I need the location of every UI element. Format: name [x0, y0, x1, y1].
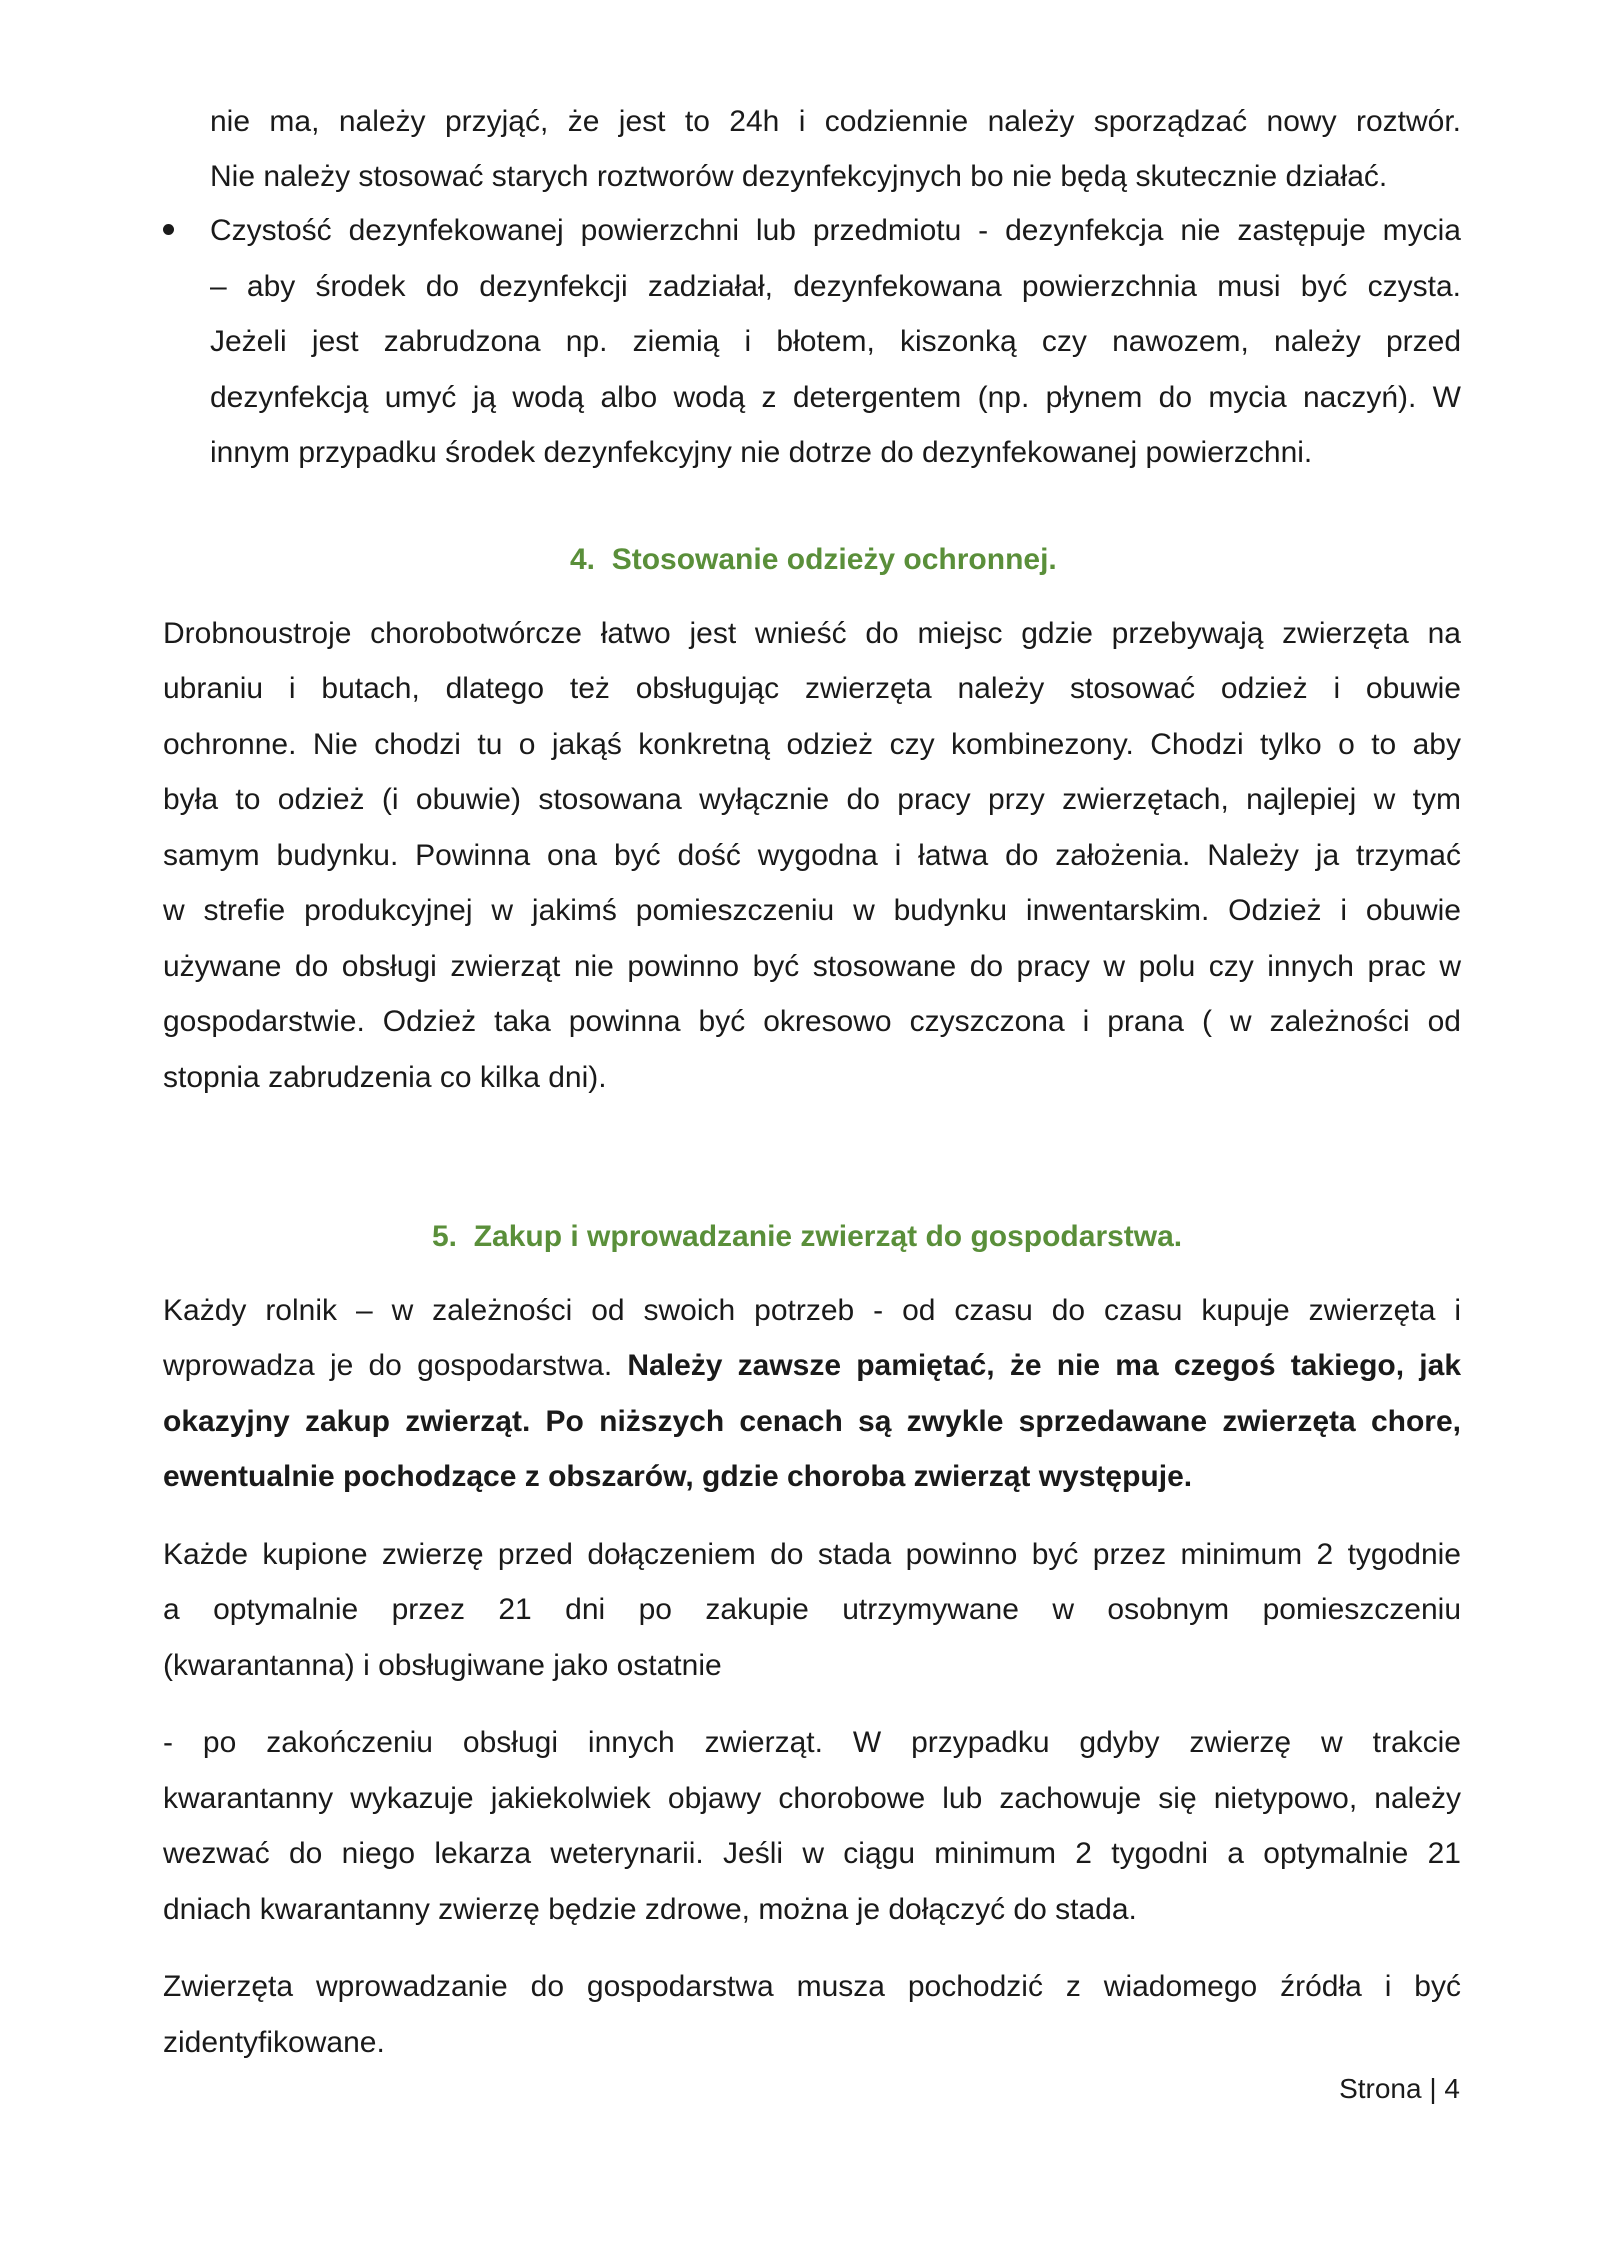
text-line: zidentyfikowane. — [163, 2026, 385, 2059]
text-line: Jeżeli jest zabrudzona np. ziemią i błotem, kiszonką czy nawozem, należy przed — [210, 325, 1461, 358]
text-line: Zwierzęta wprowadzanie do gospodarstwa musza pochodzić z wiadomego źródła i być — [163, 1970, 1461, 2003]
page-footer — [1300, 2073, 1460, 2105]
section-title: Zakup i wprowadzanie zwierząt do gospodarstwa. — [473, 1220, 1183, 1253]
text-line: a optymalnie przez 21 dni po zakupie utrzymywane w osobnym pomieszczeniu — [163, 1593, 1461, 1626]
emphasis-line: ewentualnie pochodzące z obszarów, gdzie choroba zwierząt występuje. — [163, 1460, 1193, 1493]
text-line: Nie należy stosować starych roztworów dezynfekcyjnych bo nie będą skutecznie działać. — [210, 160, 1388, 193]
footer-label: Strona — [1339, 2073, 1422, 2104]
text-line: nie ma, należy przyjąć, że jest to 24h i codziennie należy sporządzać nowy roztwór. — [210, 105, 1461, 138]
text-line: - po zakończeniu obsługi innych zwierząt. W przypadku gdyby zwierzę w trakcie — [163, 1726, 1461, 1759]
emphasis-text: Należy zawsze pamiętać, że nie ma czegoś takiego, jak — [627, 1349, 1461, 1382]
text-line: ochronne. Nie chodzi tu o jakąś konkretną odzież czy kombinezony. Chodzi tylko o to aby — [163, 728, 1461, 761]
text-line: w strefie produkcyjnej w jakimś pomieszczeniu w budynku inwentarskim. Odzież i obuwie — [163, 894, 1461, 927]
text-line: innym przypadku środek dezynfekcyjny nie dotrze do dezynfekowanej powierzchni. — [210, 436, 1313, 469]
text-line — [163, 1338, 1461, 1394]
text-line: dezynfekcją umyć ją wodą albo wodą z detergentem (np. płynem do mycia naczyń). W — [210, 381, 1461, 414]
text-line: Czystość dezynfekowanej powierzchni lub przedmiotu - dezynfekcja nie zastępuje mycia — [210, 214, 1461, 247]
text-line: dniach kwarantanny zwierzę będzie zdrowe, można je dołączyć do stada. — [163, 1893, 1137, 1926]
text-line: gospodarstwie. Odzież taka powinna być okresowo czyszczona i prana ( w zależności od — [163, 1005, 1461, 1038]
section-heading-5 — [432, 1217, 1182, 1257]
text-line: stopnia zabrudzenia co kilka dni). — [163, 1061, 607, 1094]
section-number: 5. — [432, 1220, 458, 1253]
text-line: Drobnoustroje chorobotwórcze łatwo jest wnieść do miejsc gdzie przebywają zwierzęta na — [163, 617, 1461, 650]
text-line: była to odzież (i obuwie) stosowana wyłącznie do pracy przy zwierzętach, najlepiej w tym — [163, 783, 1461, 816]
footer-separator: | — [1429, 2073, 1437, 2104]
text-line: wezwać do niego lekarza weterynarii. Jeśli w ciągu minimum 2 tygodni a optymalnie 21 — [163, 1837, 1461, 1870]
text-line: używane do obsługi zwierząt nie powinno być stosowane do pracy w polu czy innych prac w — [163, 950, 1461, 983]
section-title: Stosowanie odzieży ochronnej. — [611, 543, 1057, 576]
section-heading-4 — [570, 540, 1057, 580]
text-line: Każdy rolnik – w zależności od swoich potrzeb - od czasu do czasu kupuje zwierzęta i — [163, 1294, 1461, 1327]
text-line: Każde kupione zwierzę przed dołączeniem do stada powinno być przez minimum 2 tygodnie — [163, 1538, 1461, 1571]
text-line: ubraniu i butach, dlatego też obsługując zwierzęta należy stosować odzież i obuwie — [163, 672, 1461, 705]
section-number: 4. — [570, 543, 596, 576]
normal-text: wprowadza je do gospodarstwa. — [163, 1349, 628, 1382]
text-line: samym budynku. Powinna ona być dość wygodna i łatwa do założenia. Należy ja trzymać — [163, 839, 1461, 872]
page-number: 4 — [1444, 2073, 1460, 2104]
bullet-dot-icon — [163, 224, 174, 235]
text-line: (kwarantanna) i obsługiwane jako ostatnie — [163, 1649, 722, 1682]
text-line: kwarantanny wykazuje jakiekolwiek objawy chorobowe lub zachowuje się nietypowo, należy — [163, 1782, 1461, 1815]
emphasis-line: okazyjny zakup zwierząt. Po niższych cenach są zwykle sprzedawane zwierzęta chore, — [163, 1405, 1461, 1438]
text-line: – aby środek do dezynfekcji zadziałał, dezynfekowana powierzchnia musi być czysta. — [210, 270, 1461, 303]
